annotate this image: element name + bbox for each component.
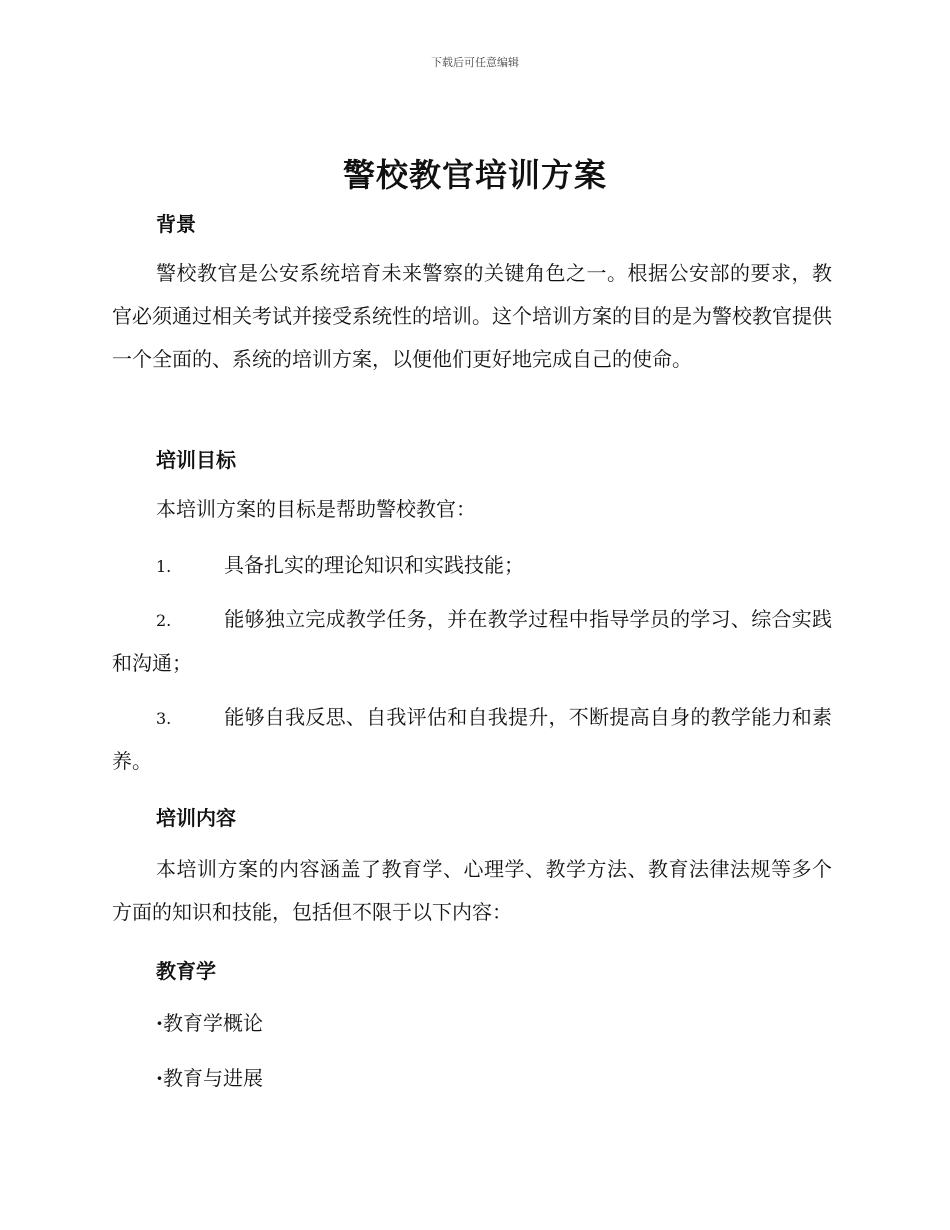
goals-intro: 本培训方案的目标是帮助警校教官： <box>156 497 476 521</box>
list-text: 具备扎实的理论知识和实践技能； <box>224 553 524 577</box>
section-education <box>112 955 832 984</box>
header-note: 下载后可任意编辑 <box>431 56 519 69</box>
section-content <box>112 802 832 831</box>
section-heading-content: 培训内容 <box>156 806 236 830</box>
goals-list-item <box>112 544 832 588</box>
section-goals <box>112 444 832 473</box>
goals-list-item <box>112 598 832 685</box>
background-paragraph: 警校教官是公安系统培育未来警察的关键角色之一。根据公安部的要求，教官必须通过相关考试并接受系统性的培训。这个培训方案的目的是为警校教官提供一个全面的、系统的培训方案，以便他们更好地完成自己的使命。 <box>112 261 832 371</box>
section-heading-goals: 培训目标 <box>156 448 236 472</box>
list-number: 1. <box>156 557 172 576</box>
document-title: 警校教官培训方案 <box>342 156 607 194</box>
bullet-dot: · <box>156 1011 163 1035</box>
list-text: 能够独立完成教学任务，并在教学过程中指导学员的学习、综合实践和沟通； <box>112 607 832 675</box>
bullet-text: 教育学概论 <box>162 1011 263 1035</box>
content-intro-block <box>112 848 832 934</box>
content-intro: 本培训方案的内容涵盖了教育学、心理学、教学方法、教育法律法规等多个方面的知识和技能，包括但不限于以下内容： <box>112 857 832 924</box>
education-bullet <box>112 1008 832 1038</box>
section-heading-background: 背景 <box>156 212 196 236</box>
bullet-text: 教育与进展 <box>162 1066 263 1090</box>
section-background <box>112 208 832 237</box>
goals-intro-block <box>112 488 832 531</box>
goals-list-item <box>112 696 832 783</box>
bullet-dot: · <box>156 1066 163 1090</box>
list-text: 能够自我反思、自我评估和自我提升，不断提高自身的教学能力和素养。 <box>112 705 832 773</box>
education-bullet <box>112 1063 832 1093</box>
list-number: 2. <box>156 611 172 630</box>
list-number: 3. <box>156 709 172 728</box>
background-paragraph-block <box>112 252 832 381</box>
section-heading-education: 教育学 <box>156 959 216 983</box>
